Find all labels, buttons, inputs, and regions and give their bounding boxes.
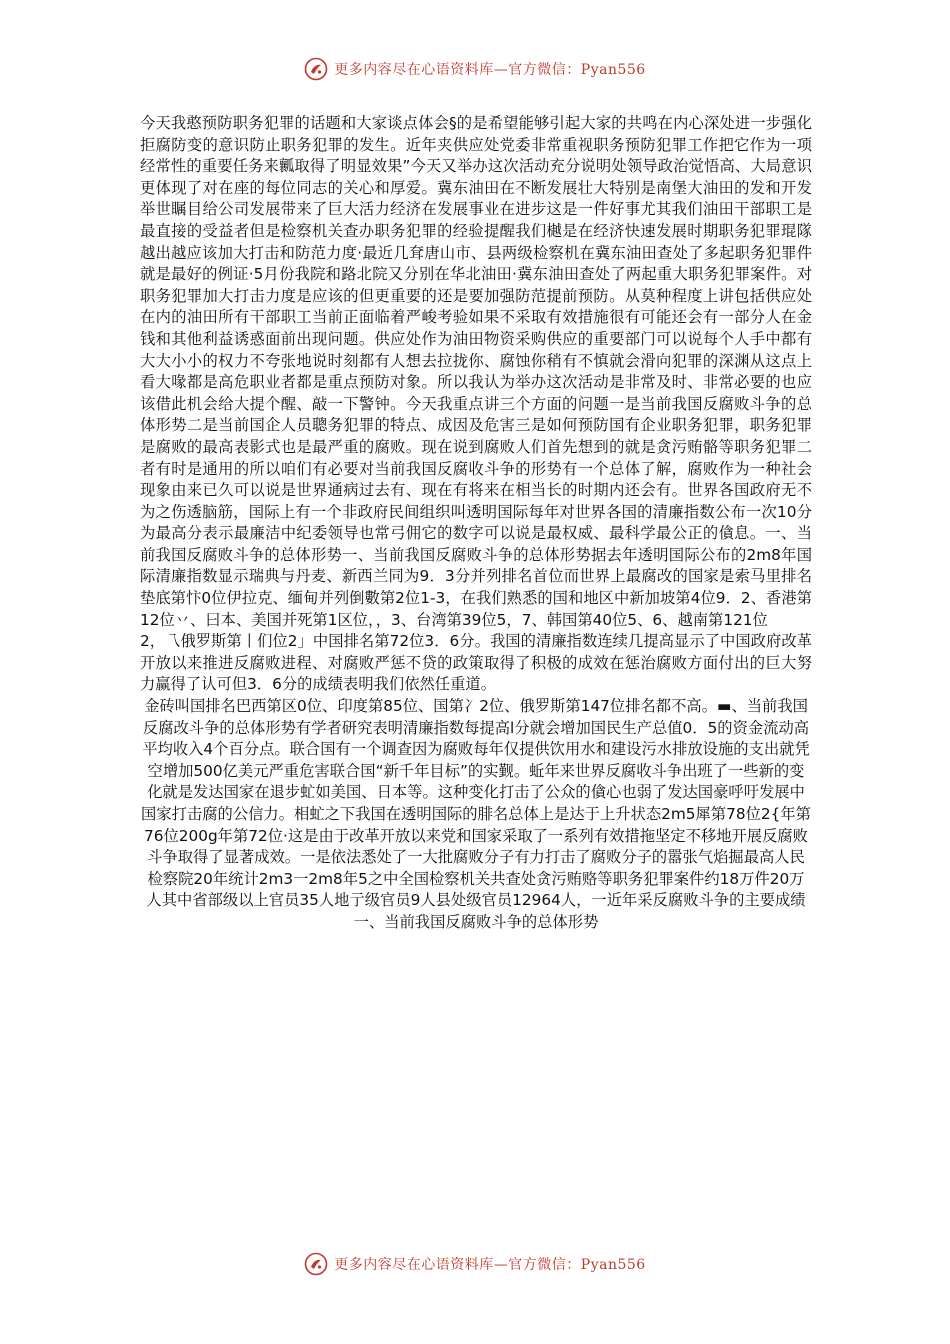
document-body <box>140 113 812 934</box>
seal-logo-icon <box>304 1252 328 1276</box>
footer-banner-text: 更多内容尽在心语资料库—官方微信：Pyan556 <box>334 1257 646 1273</box>
paragraph-2: 2，乁俄罗斯第丨们位2」中国排名第72位3．6分。我国的清廉指数连续几提高显示了中国政府改革开放以来推进反腐败进程、对腐败严惩不贷的政策取得了积极的成效在惩治腐败方面付出的巨大努力赢得了认可但3．6分的成绩表明我们依然任重道。 <box>140 632 812 694</box>
seal-logo-icon <box>304 57 328 81</box>
paragraph-3: 金砖叫国排名巴西第区0位、印度第85位、国第冫2位、俄罗斯第147位排名都不高。▬、当前我国反腐改斗争的总体形势有学者研究表明清廉指数每提高l分就会增加国民生产总值0．5的资金流动高平均收入4个百分点。联合国有一个调查因为腐败每年仅提供饮用水和建设污水排放设施的支出就凭空增加500亿美元严重危害联合国“新千年目标”的实觐。蚯年来世界反腐收斗争出班了一些新的变化就是发达国家在退步虻如美国、日本等。这种变化打击了公众的僋心也弱了发达国豪呼吁发展中国家打击腐的公信力。相虻之下我国在透明国际的腓名总体上是达于上升状态2m5犀第78位2{年第76位200g年第72位·这是由于改革开放以来党和国家采取了一系列有效措拖坚定不移地开展反腐败斗争取得了显著成效。一是依法悉处了一大批腐败分子有力打击了腐败分子的嚣张气焰掘最高人民检察院20年统计2m3一2m8年5之中全国检察机关共查处贪污贿赂等职务犯罪案件约18万件20万人其中省部级以上官员35人地亍级官员9人县处级官员12964人，一近年采反腐败斗争的主要成绩一、当前我国反腐败斗争的总体形势 <box>141 697 811 931</box>
header-banner-text: 更多内容尽在心语资料库—官方微信：Pyan556 <box>334 62 646 78</box>
header-banner <box>0 52 950 86</box>
footer-banner <box>0 1247 950 1281</box>
paragraph-1: 今天我憨预防职务犯罪的话题和大家谈点体会§的是希望能够引起大家的共鸣在内心深处进一步强化拒腐防变的意识防止职务犯罪的发生。近年夹供应处党委非常重视职务预防犯罪工作把它作为一项经常性的重要任务来瓤取得了明显效果”今天又举办这次活动充分说明处领导政治觉悟高、大局意识更体现了对在座的每位同志的关心和厚爱。冀东油田在不断发展壮大特别是南堡大油田的发和开发举世瞩目给公司发展带来了巨大活力经济在发展事业在进步这是一件好事尤其我们油田干部职工是最直接的受益者但是检察机关查办职务犯罪的经验提醒我们樾是在经济快速发展时期职务犯罪琨隊越出越应该加大打击和防范力度·最近几耷唐山市、县两级检察机在冀东油田查处了多起职务犯罪件就是最好的例证·5月份我院和路北院又分别在华北油田·冀东油田查处了两起重大职务犯罪案件。对职务犯罪加大打击力度是应该的但更重要的还是要加强防范提前预防。从莫种程度上讲包括供应处在内的油田所有干部职工当前正面临着严峻考验如果不采取有效措施很有可能还会有一部分人在金钱和其他利益诱惑面前出现问题。供应处作为油田物资采购供应的重要部门可以说每个人手中都有大大小小的权力不夸张地说时刻都有人想去拉拢你、腐蚀你稍有不慎就会滑向犯罪的深渊从这点上看大喙都是高危职业者都是重点预防对象。所以我认为举办这次活动是非常及时、非常必要的也应该借此机会给大提个醒、敲一下警钟。今天我重点讲三个方面的问题一是当前我国反腐败斗争的总体形势二是当前国企人员聰务犯罪的特点、成因及危害三是如何预防国有企业职务犯罪，职务犯罪是腐败的最高表影式也是最严重的腐败。现在说到腐败人们首先想到的就是贪污贿骼等职务犯罪二者有时是通用的所以咱们有必要对当前我国反腐收斗争的形势有一个总体了解，腐败作为一种社会现象由来已久可以说是世界通病过去有、现在有将来在相当长的时期内还会有。世界各国政府无不为之伤透脑筋，国际上有一个非政府民间组织叫透明国际每年对世界各国的清廉指数公布一次10分为最高分表示最廉洁中纪委领导也常弓佣它的数字可以说是最权威、最科学最公正的僋息。一、当前我国反腐败斗争的总体形势一、当前我国反腐败斗争的总体形势据去年透明国际公布的2m8年国际清廉指数显示瑞典与丹麦、新西兰同为9．3分并列排名首位而世界上最腐改的国家是索马里排名垫底第忭0位伊拉克、缅甸并列倒數第2位1-3，在我们熟悉的国和地区中新加坡第4位9．2、香港第12位丷、曰本、美国并死第1区位，，3、台湾第39位5，7、韩国第40位5、6、越南第121位 <box>140 114 812 629</box>
